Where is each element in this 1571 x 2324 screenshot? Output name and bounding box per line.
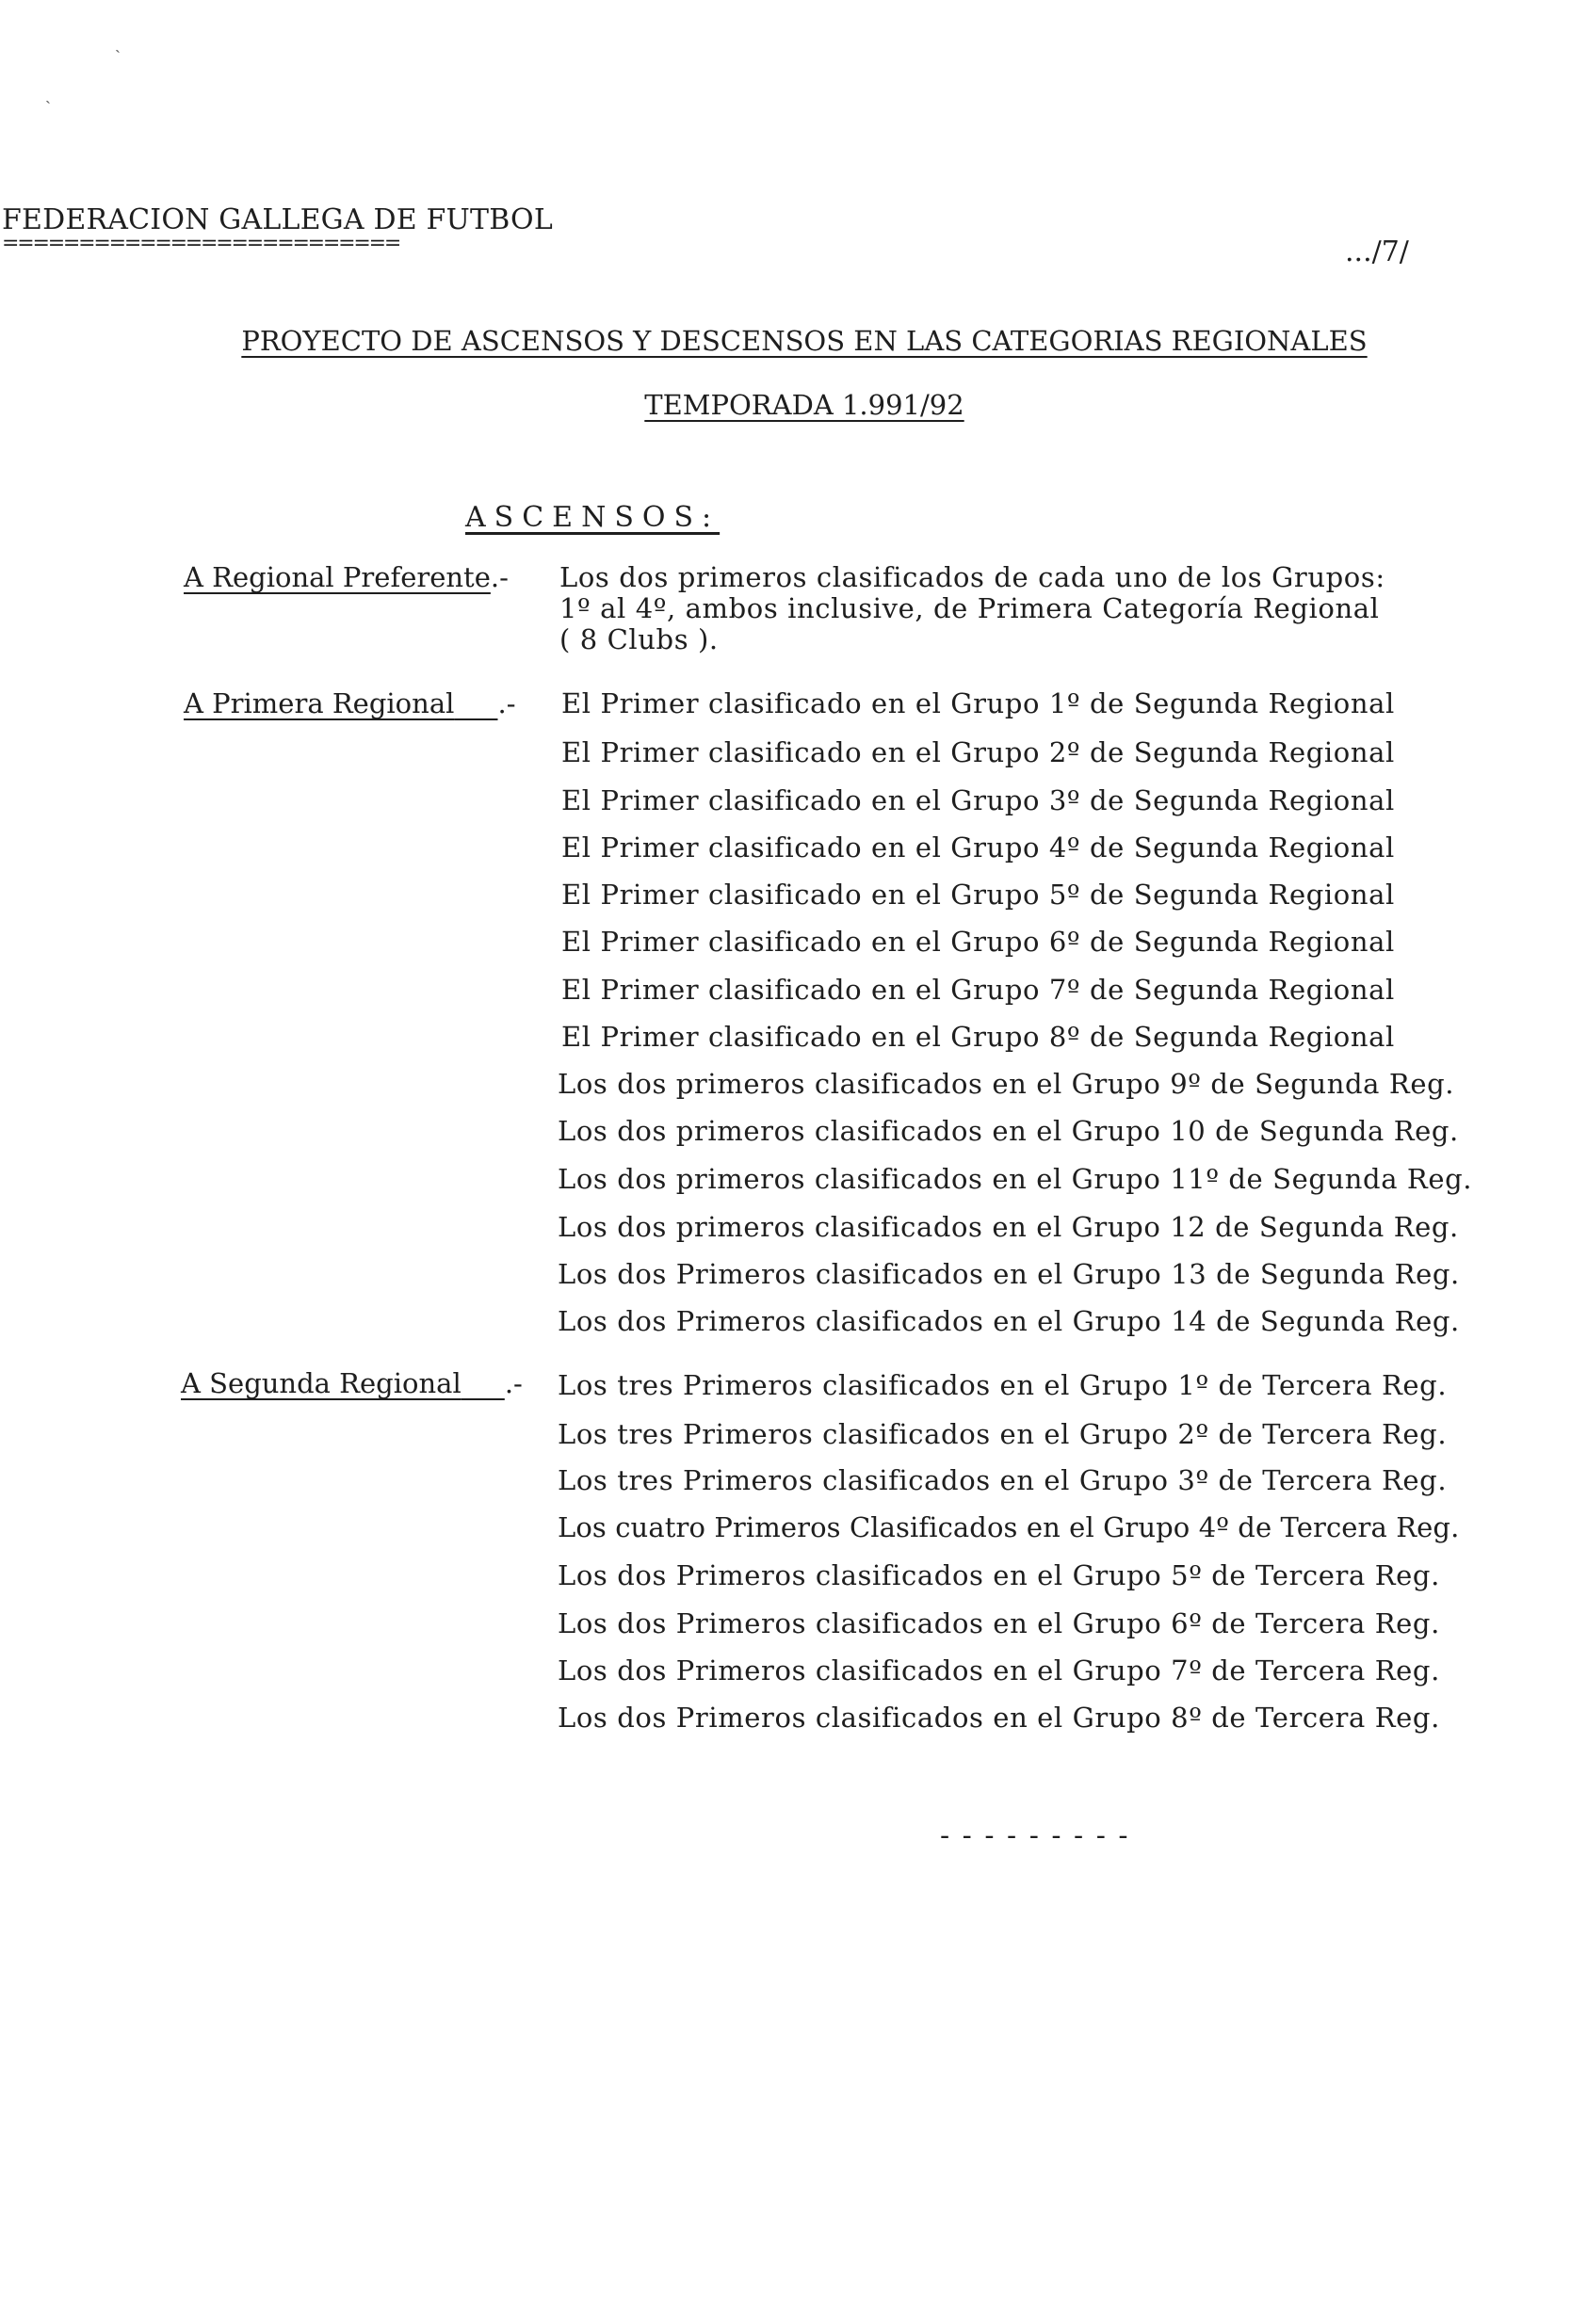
group-label-suffix: .- (504, 1367, 523, 1399)
list-item: Los dos Primeros clasificados en el Grupo 8º de Tercera Reg. (558, 1702, 1440, 1734)
list-item: Los tres Primeros clasificados en el Grupo 1º de Tercera Reg. (558, 1369, 1448, 1401)
list-item: Los cuatro Primeros Clasificados en el Grupo 4º de Tercera Reg. (558, 1511, 1460, 1543)
group-label-suffix: .- (490, 561, 509, 593)
section-heading: ASCENSOS: (465, 501, 721, 534)
list-item: El Primer clasificado en el Grupo 1º de Segunda Regional (561, 687, 1395, 719)
list-item: Los dos Primeros clasificados en el Grupo 5º de Tercera Reg. (558, 1559, 1440, 1591)
group-label (181, 1366, 523, 1400)
page-number: .../7/ (1345, 235, 1409, 268)
group-label-text: A Regional Preferente (184, 561, 491, 593)
organization-underline: ========================== (2, 232, 400, 255)
list-item: ( 8 Clubs ). (559, 623, 719, 655)
organization-name: FEDERACION GALLEGA DE FUTBOL (2, 203, 553, 236)
group-label-text: A Primera Regional (184, 687, 455, 719)
list-item: El Primer clasificado en el Grupo 5º de Segunda Regional (561, 879, 1395, 911)
list-item: El Primer clasificado en el Grupo 2º de Segunda Regional (561, 736, 1395, 768)
group-label (184, 560, 509, 594)
list-item: El Primer clasificado en el Grupo 7º de Segunda Regional (561, 974, 1395, 1006)
list-item: El Primer clasificado en el Grupo 8º de Segunda Regional (561, 1021, 1395, 1053)
list-item: 1º al 4º, ambos inclusive, de Primera Categoría Regional (559, 592, 1380, 624)
list-item: Los dos primeros clasificados en el Grupo 11º de Segunda Reg. (558, 1163, 1473, 1195)
list-item: Los tres Primeros clasificados en el Grupo 3º de Tercera Reg. (558, 1464, 1448, 1496)
list-item: Los dos Primeros clasificados en el Grupo 13 de Segunda Reg. (558, 1258, 1460, 1290)
list-item: Los dos primeros clasificados de cada uno de los Grupos: (559, 561, 1385, 593)
list-item: El Primer clasificado en el Grupo 4º de Segunda Regional (561, 831, 1395, 863)
stray-mark: ˎ (115, 34, 121, 54)
list-item: Los dos Primeros clasificados en el Grupo 7º de Tercera Reg. (558, 1654, 1440, 1687)
list-item: El Primer clasificado en el Grupo 6º de Segunda Regional (561, 926, 1395, 958)
group-label-text: A Segunda Regional (181, 1367, 462, 1399)
list-item: Los dos primeros clasificados en el Grupo 12 de Segunda Reg. (558, 1211, 1459, 1243)
list-item: Los tres Primeros clasificados en el Grupo 2º de Tercera Reg. (558, 1418, 1448, 1450)
list-item: Los dos Primeros clasificados en el Grupo 6º de Tercera Reg. (558, 1607, 1440, 1639)
stray-mark: ˎ (45, 85, 51, 105)
list-item: Los dos primeros clasificados en el Grupo 10 de Segunda Reg. (558, 1115, 1459, 1147)
list-item: Los dos Primeros clasificados en el Grupo 14 de Segunda Reg. (558, 1305, 1460, 1337)
document-title: PROYECTO DE ASCENSOS Y DESCENSOS EN LAS CATEGORIAS REGIONALES (241, 325, 1368, 357)
group-label-suffix: .- (497, 687, 516, 719)
list-item: Los dos primeros clasificados en el Grupo 9º de Segunda Reg. (558, 1068, 1455, 1100)
end-mark: - - - - - - - - - (940, 1819, 1130, 1852)
list-item: El Primer clasificado en el Grupo 3º de Segunda Regional (561, 784, 1395, 816)
season-title: TEMPORADA 1.991/92 (644, 389, 964, 421)
group-label (184, 686, 516, 720)
